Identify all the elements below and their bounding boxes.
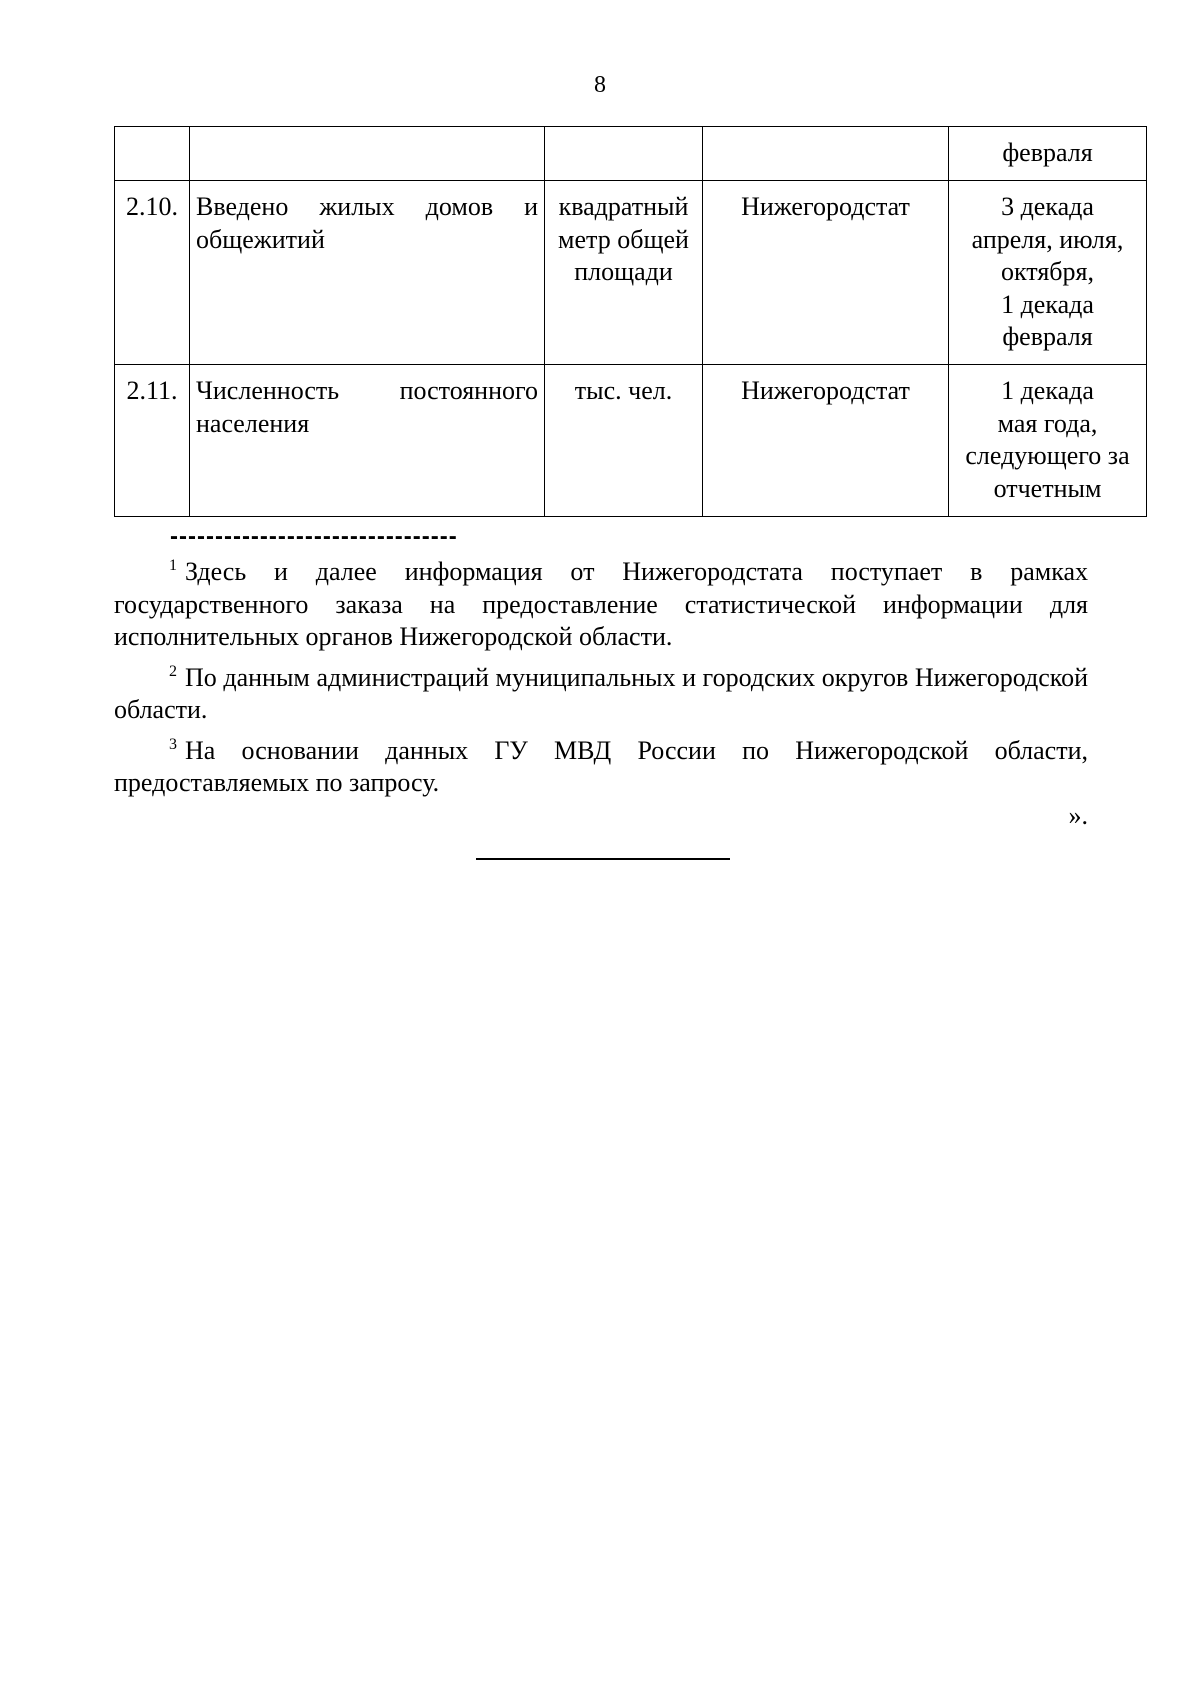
unit-line: квадратный	[558, 192, 689, 221]
term-line: мая года,	[997, 408, 1098, 438]
unit-cell	[545, 365, 703, 517]
footnote-1	[114, 556, 1088, 654]
unit-line: метр общей	[558, 224, 689, 254]
unit-cell	[545, 181, 703, 365]
term-cell	[949, 127, 1147, 181]
term-cell	[949, 181, 1147, 365]
page-number: 8	[594, 72, 606, 98]
term-line: 3 декада	[1001, 192, 1094, 221]
footnote-text: По данным администраций муниципальных и городских округов Нижегородской области.	[114, 662, 1088, 724]
source-cell: Нижегородстат	[703, 181, 949, 365]
indicator-cell	[190, 365, 545, 517]
row-number-cell: 2.10.	[115, 181, 190, 365]
term-line: апреля, июля,	[971, 224, 1124, 254]
term-cell	[949, 365, 1147, 517]
source-cell: Нижегородстат	[703, 365, 949, 517]
closing-quote-mark: ».	[1068, 801, 1088, 830]
footnote-2	[114, 662, 1088, 727]
indicator-line: Введено жилых домов и	[196, 192, 538, 221]
term-line: 1 декада	[1001, 376, 1094, 405]
term-line: октября,	[1001, 257, 1094, 286]
unit-line: площади	[574, 257, 673, 286]
table-row	[115, 181, 1147, 365]
table-row	[115, 127, 1147, 181]
row-number-cell	[115, 127, 190, 181]
footnote-mark: 3	[169, 735, 177, 753]
row-number-cell: 2.11.	[115, 365, 190, 517]
table-row	[115, 365, 1147, 517]
footnotes	[114, 556, 1088, 808]
indicator-line: Численность постоянного	[196, 376, 538, 405]
footnote-text: На основании данных ГУ МВД России по Нижегородской области, предоставляемых по запросу.	[114, 735, 1088, 797]
indicator-cell	[190, 181, 545, 365]
source-cell	[703, 127, 949, 181]
term-line: следующего за	[965, 441, 1130, 470]
indicator-line: общежитий	[196, 224, 325, 254]
indicator-line: населения	[196, 408, 310, 438]
indicator-cell	[190, 127, 545, 181]
end-of-document-rule	[476, 858, 730, 860]
unit-cell	[545, 127, 703, 181]
footnote-3	[114, 735, 1088, 800]
unit-line: тыс. чел.	[574, 376, 673, 405]
term-line: 1 декада	[1001, 289, 1094, 319]
footnote-separator: --------------------------------	[170, 523, 458, 550]
term-line: февраля	[1002, 138, 1093, 167]
footnote-text: Здесь и далее информация от Нижегородстата поступает в рамках государственного заказа на предоставление статистической информации для исполнительных органов Нижегородской области.	[114, 557, 1088, 651]
term-line: февраля	[1002, 322, 1093, 351]
indicators-table	[114, 126, 1147, 517]
footnote-mark: 2	[169, 662, 177, 680]
footnote-mark: 1	[169, 557, 177, 574]
term-line: отчетным	[993, 473, 1102, 503]
